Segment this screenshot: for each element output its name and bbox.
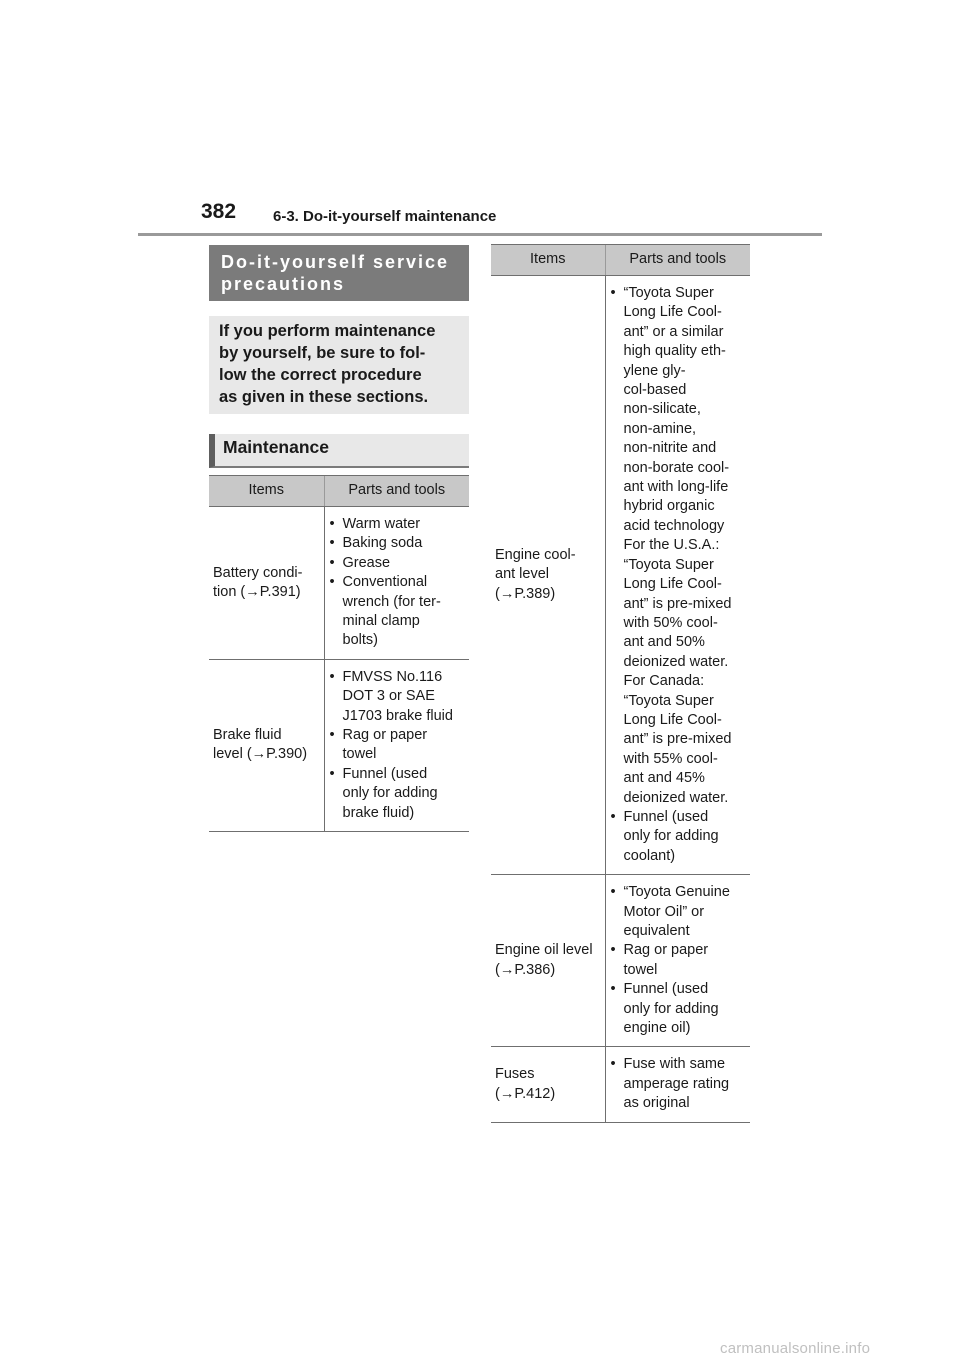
tool-text-line: deionized water. (623, 789, 729, 806)
tool-text-line: Long Life Cool- (623, 304, 722, 321)
tool-text-line: ant and 50% (623, 634, 705, 651)
table-header-row (209, 476, 469, 507)
tool-bullet-item (329, 668, 468, 726)
tool-text-line: ant” is pre-mixed (623, 595, 732, 612)
intro-line: low the correct procedure (219, 366, 422, 384)
tool-text-line: only for adding (342, 785, 438, 802)
tool-text-line: • Funnel (used (342, 765, 428, 782)
tool-text-line: non-nitrite and (623, 440, 717, 457)
intro-line: as given in these sections. (219, 388, 429, 406)
header-divider (138, 233, 822, 236)
tool-text-line: high quality eth- (623, 343, 726, 360)
item-cell (491, 276, 605, 875)
tool-text-line: • Baking soda (342, 535, 423, 552)
page-number: 382 (201, 200, 237, 223)
column-header-items: Items (491, 245, 605, 276)
tool-text-line: • Conventional (342, 574, 428, 591)
tool-text-line: ant” is pre-mixed (623, 731, 732, 748)
tools-list (610, 883, 749, 1038)
tool-text-line: For the U.S.A.: (623, 537, 720, 554)
item-text-line: Battery condi- (213, 564, 303, 581)
tool-text-line: only for adding (623, 828, 719, 845)
banner-line-2: precautions (221, 274, 346, 294)
tool-text-line: as original (623, 1095, 690, 1112)
table-row (491, 875, 750, 1047)
tool-text-line: amperage rating (623, 1075, 730, 1092)
tool-text-line: Motor Oil” or (623, 903, 705, 920)
item-cell (209, 507, 324, 660)
tool-bullet-item (329, 726, 468, 765)
precautions-banner (209, 245, 469, 301)
tool-text-line: • Grease (342, 554, 391, 571)
tool-bullet-item (329, 554, 468, 573)
tool-bullet-item (329, 515, 468, 534)
tool-bullet-item (610, 284, 749, 808)
tools-list (610, 1055, 749, 1113)
tool-text-line: coolant) (623, 847, 676, 864)
tool-text-line: ant with long-life (623, 479, 729, 496)
intro-box (209, 316, 469, 414)
column-header-items: Items (209, 476, 324, 507)
tool-text-line: • Rag or paper (623, 942, 709, 959)
tool-text-line: ylene gly- (623, 362, 686, 379)
banner-line-1: Do-it-yourself service (221, 252, 450, 272)
tool-text-line: with 50% cool- (623, 614, 718, 631)
table-row (491, 276, 750, 875)
tool-text-line: with 55% cool- (623, 750, 718, 767)
tool-text-line: engine oil) (623, 1020, 691, 1037)
tool-bullet-item (329, 534, 468, 553)
item-text-line: tion (→P.391) (213, 583, 301, 600)
tool-text-line: • “Toyota Genuine (623, 884, 730, 901)
tool-text-line: non-amine, (623, 420, 697, 437)
tool-text-line: • Warm water (342, 516, 421, 532)
tool-bullet-item (329, 765, 468, 823)
item-text-line: Brake fluid (213, 727, 282, 744)
tool-bullet-item (610, 941, 749, 980)
tool-text-line: • Funnel (used (623, 981, 709, 998)
tool-text-line: only for adding (623, 1000, 719, 1017)
tool-text-line: brake fluid) (342, 804, 415, 821)
section-title: 6-3. Do-it-yourself maintenance (273, 208, 497, 225)
tools-cell (605, 875, 750, 1047)
column-header-parts: Parts and tools (324, 476, 469, 507)
table-body (209, 507, 469, 832)
maintenance-table-left (209, 475, 469, 832)
table-row (491, 1047, 750, 1122)
tool-text-line: • Fuse with same (623, 1056, 726, 1073)
item-text-line: Fuses (495, 1066, 535, 1083)
tools-cell (605, 276, 750, 875)
item-cell (491, 1047, 605, 1122)
tool-text-line: acid technology (623, 517, 725, 534)
watermark: carmanualsonline.info (720, 1340, 871, 1357)
item-text-line: (→P.412) (495, 1085, 556, 1102)
tools-cell (605, 1047, 750, 1122)
intro-line: by yourself, be sure to fol- (219, 344, 426, 362)
tool-text-line: towel (623, 961, 658, 978)
tool-text-line: J1703 brake fluid (342, 707, 453, 724)
tool-bullet-item (610, 1055, 749, 1113)
tool-text-line: “Toyota Super (623, 556, 714, 573)
tool-text-line: minal clamp (342, 613, 420, 630)
intro-line: If you perform maintenance (219, 322, 436, 340)
tool-bullet-item (610, 883, 749, 941)
item-text-line: (→P.389) (495, 585, 556, 602)
tool-text-line: Long Life Cool- (623, 576, 722, 593)
tool-bullet-item (329, 573, 468, 651)
tool-text-line: ant and 45% (623, 770, 705, 787)
tools-list (329, 668, 468, 823)
table-row (209, 659, 469, 831)
tool-text-line: • Funnel (used (623, 808, 709, 825)
tools-list (329, 515, 468, 651)
tool-text-line: For Canada: (623, 673, 705, 690)
item-text-line: ant level (495, 566, 550, 583)
tool-text-line: DOT 3 or SAE (342, 688, 435, 705)
item-text-line: level (→P.390) (213, 746, 308, 763)
item-text-line: (→P.386) (495, 961, 556, 978)
tool-text-line: • Rag or paper (342, 727, 428, 744)
table-header-row (491, 245, 750, 276)
tool-text-line: ant” or a similar (623, 323, 724, 340)
item-cell (491, 875, 605, 1047)
tool-text-line: • “Toyota Super (623, 285, 714, 301)
tools-cell (324, 659, 469, 831)
column-header-parts: Parts and tools (605, 245, 750, 276)
tool-text-line: deionized water. (623, 653, 729, 670)
tool-text-line: hybrid organic (623, 498, 715, 515)
tool-text-line: non-borate cool- (623, 459, 730, 476)
tools-list (610, 284, 749, 866)
maintenance-table-right (491, 244, 750, 1123)
tool-text-line: Long Life Cool- (623, 711, 722, 728)
item-text-line: Engine oil level (495, 942, 593, 959)
tool-bullet-item (610, 808, 749, 866)
maintenance-subheading: Maintenance (209, 434, 469, 468)
tools-cell (324, 507, 469, 660)
tool-text-line: bolts) (342, 632, 378, 649)
tool-bullet-item (610, 980, 749, 1038)
item-cell (209, 659, 324, 831)
tool-text-line: col-based (623, 382, 687, 399)
tool-text-line: “Toyota Super (623, 692, 714, 709)
tool-text-line: • FMVSS No.116 (342, 668, 443, 685)
tool-text-line: equivalent (623, 923, 690, 939)
table-body (491, 276, 750, 1123)
tool-text-line: wrench (for ter- (342, 593, 441, 610)
item-text-line: Engine cool- (495, 546, 576, 563)
tool-text-line: non-silicate, (623, 401, 701, 418)
tool-text-line: towel (342, 746, 377, 763)
table-row (209, 507, 469, 660)
